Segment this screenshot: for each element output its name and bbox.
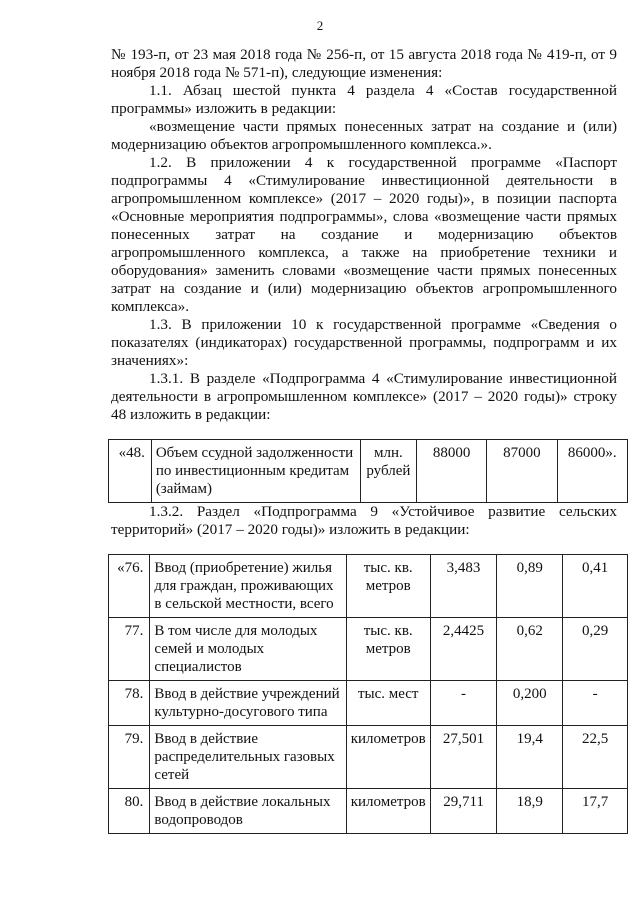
- row-number: «76.: [109, 555, 150, 618]
- value-2: 19,4: [497, 726, 563, 789]
- paragraph-amendment-list: № 193-п, от 23 мая 2018 года № 256-п, от 15 августа 2018 года № 419-п, от 9 ноября 2018 года № 571-п), следующие изменения:: [111, 46, 617, 81]
- paragraph-1-3-2: 1.3.2. Раздел «Подпрограмма 9 «Устойчивое развитие сельских территорий» (2017 – 2020 годы)» изложить в редакции:: [111, 503, 617, 538]
- unit: млн. рублей: [360, 440, 416, 503]
- value-3: 17,7: [563, 789, 628, 834]
- table-row: [109, 789, 628, 834]
- value-3: 0,41: [563, 555, 628, 618]
- document-body: [111, 46, 617, 834]
- unit: тыс. кв. метров: [346, 555, 430, 618]
- unit: тыс. кв. метров: [346, 618, 430, 681]
- row-number: 77.: [109, 618, 150, 681]
- table-row: [109, 555, 628, 618]
- paragraph-1-3-1: 1.3.1. В разделе «Подпрограмма 4 «Стимулирование инвестиционной деятельности в агропромышленном комплексе» (2017 – 2020 годы)» строку 48 изложить в редакции:: [111, 370, 617, 423]
- value-2: 0,62: [497, 618, 563, 681]
- indicator-name: Ввод в действие учреждений культурно-досугового типа: [150, 681, 346, 726]
- table-row: [109, 440, 628, 503]
- row-number: 80.: [109, 789, 150, 834]
- value-3: 86000».: [557, 440, 627, 503]
- value-3: 0,29: [563, 618, 628, 681]
- value-3: -: [563, 681, 628, 726]
- indicator-table-48: [108, 439, 628, 503]
- value-2: 0,200: [497, 681, 563, 726]
- value-1: -: [430, 681, 497, 726]
- indicator-name: Ввод (приобретение) жилья для граждан, проживающих в сельской местности, всего: [150, 555, 346, 618]
- table-row: [109, 726, 628, 789]
- value-1: 3,483: [430, 555, 497, 618]
- indicator-name: Объем ссудной задолженности по инвестиционным кредитам (займам): [151, 440, 360, 503]
- value-3: 22,5: [563, 726, 628, 789]
- paragraph-1-1-quote: «возмещение части прямых понесенных затрат на создание и (или) модернизацию объектов агропромышленного комплекса.».: [111, 118, 617, 153]
- page-number: 2: [316, 18, 324, 33]
- value-1: 27,501: [430, 726, 497, 789]
- indicator-name: В том числе для молодых семей и молодых специалистов: [150, 618, 346, 681]
- indicator-name: Ввод в действие локальных водопроводов: [150, 789, 346, 834]
- table-row: [109, 681, 628, 726]
- value-1: 29,711: [430, 789, 497, 834]
- indicator-name: Ввод в действие распределительных газовых сетей: [150, 726, 346, 789]
- value-2: 0,89: [497, 555, 563, 618]
- row-number: 79.: [109, 726, 150, 789]
- value-2: 18,9: [497, 789, 563, 834]
- indicator-table-rural: [108, 554, 628, 834]
- table-row: [109, 618, 628, 681]
- paragraph-1-1: 1.1. Абзац шестой пункта 4 раздела 4 «Состав государственной программы» изложить в редакции:: [111, 82, 617, 117]
- row-number: «48.: [109, 440, 152, 503]
- value-1: 88000: [416, 440, 486, 503]
- paragraph-1-2: 1.2. В приложении 4 к государственной программе «Паспорт подпрограммы 4 «Стимулирование инвестиционной деятельности в агропромышленном комплексе» (2017 – 2020 годы)», в позиции паспорта «Основные мероприятия подпрограммы», слова «возмещение части прямых понесенных затрат на создание и модернизацию объектов агропромышленного комплекса, а также на приобретение техники и оборудования» заменить словами «возмещение части прямых понесенных затрат на создание и (или) модернизацию объектов агропромышленного комплекса».: [111, 154, 617, 315]
- row-number: 78.: [109, 681, 150, 726]
- value-2: 87000: [487, 440, 557, 503]
- unit: километров: [346, 789, 430, 834]
- paragraph-1-3: 1.3. В приложении 10 к государственной программе «Сведения о показателях (индикаторах) государственной программы, подпрограмм и их значениях»:: [111, 316, 617, 369]
- unit: тыс. мест: [346, 681, 430, 726]
- unit: километров: [346, 726, 430, 789]
- value-1: 2,4425: [430, 618, 497, 681]
